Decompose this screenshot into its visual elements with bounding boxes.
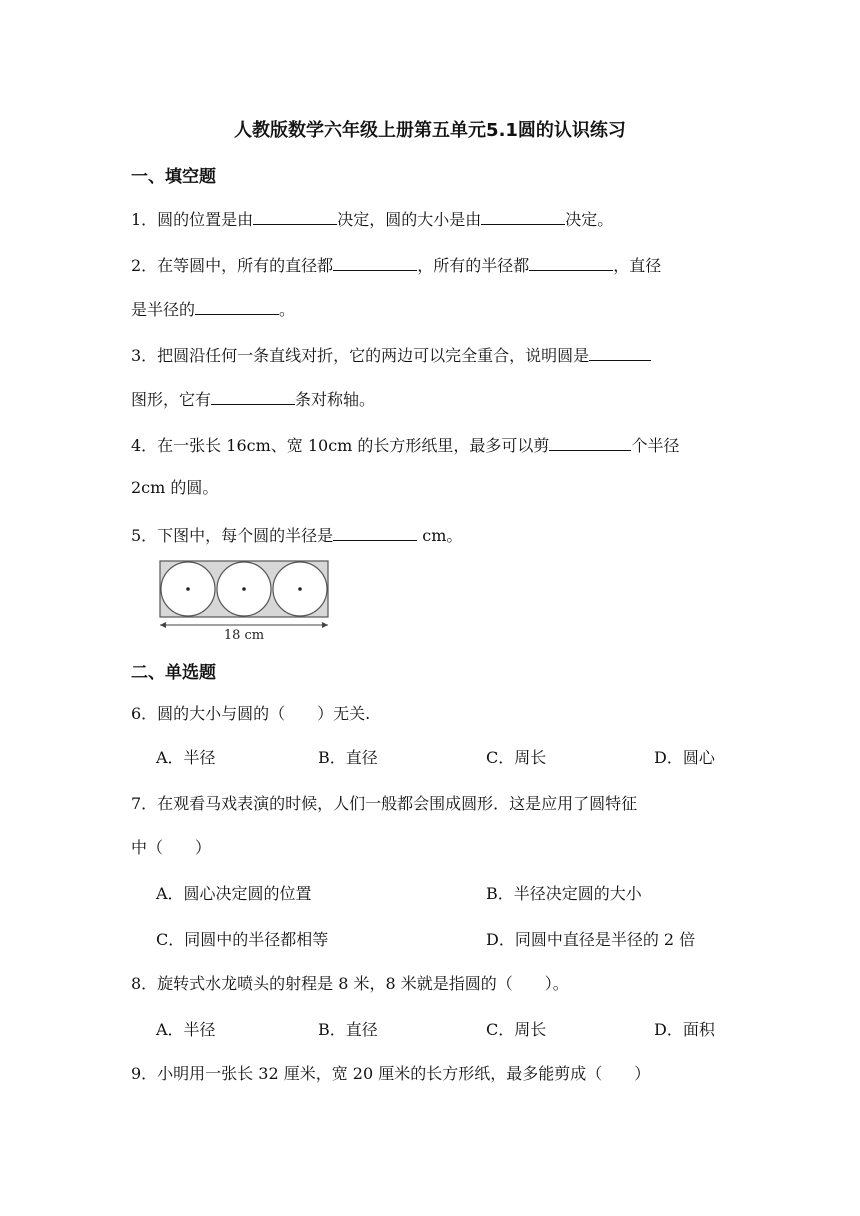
q2-text-d: 是半径的 bbox=[131, 300, 196, 319]
question-6: 6．圆的大小与圆的（ ）无关. bbox=[131, 704, 371, 723]
three-circles-figure bbox=[156, 558, 332, 642]
dimension-arrow-left bbox=[160, 622, 166, 628]
question-7-line-2: 中（ ） bbox=[131, 838, 212, 857]
q4-text-b: 个半径 bbox=[631, 436, 680, 455]
q2-text-e: 。 bbox=[279, 300, 296, 319]
section-single-choice-heading: 二、单选题 bbox=[131, 663, 216, 683]
q8-option-b[interactable]: B．直径 bbox=[318, 1020, 378, 1039]
q4-text-c: 2cm 的圆。 bbox=[131, 478, 219, 497]
q2-text-b: ，所有的半径都 bbox=[417, 256, 530, 275]
q1-text-b: 决定，圆的大小是由 bbox=[337, 210, 482, 229]
question-4-line-2 bbox=[131, 476, 218, 500]
q6-option-a[interactable]: A．半径 bbox=[156, 748, 216, 767]
question-9: 9．小明用一张长 32 厘米，宽 20 厘米的长方形纸，最多能剪成（ ） bbox=[131, 1064, 651, 1083]
q8-option-c[interactable]: C．周长 bbox=[486, 1020, 547, 1039]
question-8: 8．旋转式水龙喷头的射程是 8 米，8 米就是指圆的（ ）。 bbox=[131, 974, 569, 993]
circle-3-center bbox=[298, 587, 302, 591]
q8-option-d[interactable]: D．面积 bbox=[654, 1020, 715, 1039]
q3-text-c: 条对称轴。 bbox=[295, 390, 376, 409]
q5-text-a: 5．下图中，每个圆的半径是 bbox=[131, 526, 334, 545]
dimension-label: 18 cm bbox=[223, 628, 265, 642]
q6-option-c[interactable]: C．周长 bbox=[486, 748, 547, 767]
question-2-line-2 bbox=[131, 296, 295, 322]
q2-blank-1[interactable] bbox=[333, 252, 417, 271]
question-3-line-2 bbox=[131, 386, 375, 412]
q2-text-c: ，直径 bbox=[613, 256, 662, 275]
q4-text-a: 4．在一张长 16cm、宽 10cm 的长方形纸里，最多可以剪 bbox=[131, 436, 550, 455]
q5-blank-1[interactable] bbox=[333, 522, 417, 541]
question-3-line-1 bbox=[131, 342, 651, 368]
q3-blank-1[interactable] bbox=[589, 342, 651, 361]
question-1 bbox=[131, 206, 613, 232]
q7-option-c[interactable]: C．同圆中的半径都相等 bbox=[156, 930, 329, 949]
q2-blank-2[interactable] bbox=[529, 252, 613, 271]
q3-text-a: 3．把圆沿任何一条直线对折，它的两边可以完全重合，说明圆是 bbox=[131, 346, 590, 365]
q1-blank-1[interactable] bbox=[253, 206, 337, 225]
question-2-line-1 bbox=[131, 252, 661, 278]
q8-option-a[interactable]: A．半径 bbox=[156, 1020, 216, 1039]
q7-option-a[interactable]: A．圆心决定圆的位置 bbox=[156, 884, 312, 903]
q4-blank-1[interactable] bbox=[549, 432, 631, 451]
dimension-arrow-right bbox=[322, 622, 328, 628]
q7-option-d[interactable]: D．同圆中直径是半径的 2 倍 bbox=[486, 930, 696, 949]
q1-blank-2[interactable] bbox=[481, 206, 565, 225]
q5-text-b: cm。 bbox=[417, 526, 463, 545]
q3-blank-2[interactable] bbox=[211, 386, 295, 405]
q2-text-a: 2．在等圆中，所有的直径都 bbox=[131, 256, 334, 275]
q2-blank-3[interactable] bbox=[195, 296, 279, 315]
page-title: 人教版数学六年级上册第五单元5.1圆的认识练习 bbox=[234, 120, 626, 141]
section-fill-in-heading: 一、填空题 bbox=[131, 167, 216, 187]
circle-2-center bbox=[242, 587, 246, 591]
q6-option-b[interactable]: B．直径 bbox=[318, 748, 378, 767]
q3-text-b: 图形，它有 bbox=[131, 390, 212, 409]
circle-1-center bbox=[186, 587, 190, 591]
q6-option-d[interactable]: D．圆心 bbox=[654, 748, 715, 767]
question-7-line-1: 7．在观看马戏表演的时候，人们一般都会围成圆形．这是应用了圆特征 bbox=[131, 794, 638, 813]
q1-text-a: 1．圆的位置是由 bbox=[131, 210, 254, 229]
question-4-line-1 bbox=[131, 432, 679, 458]
q1-text-c: 决定。 bbox=[565, 210, 614, 229]
q7-option-b[interactable]: B．半径决定圆的大小 bbox=[486, 884, 642, 903]
question-5 bbox=[131, 522, 462, 548]
